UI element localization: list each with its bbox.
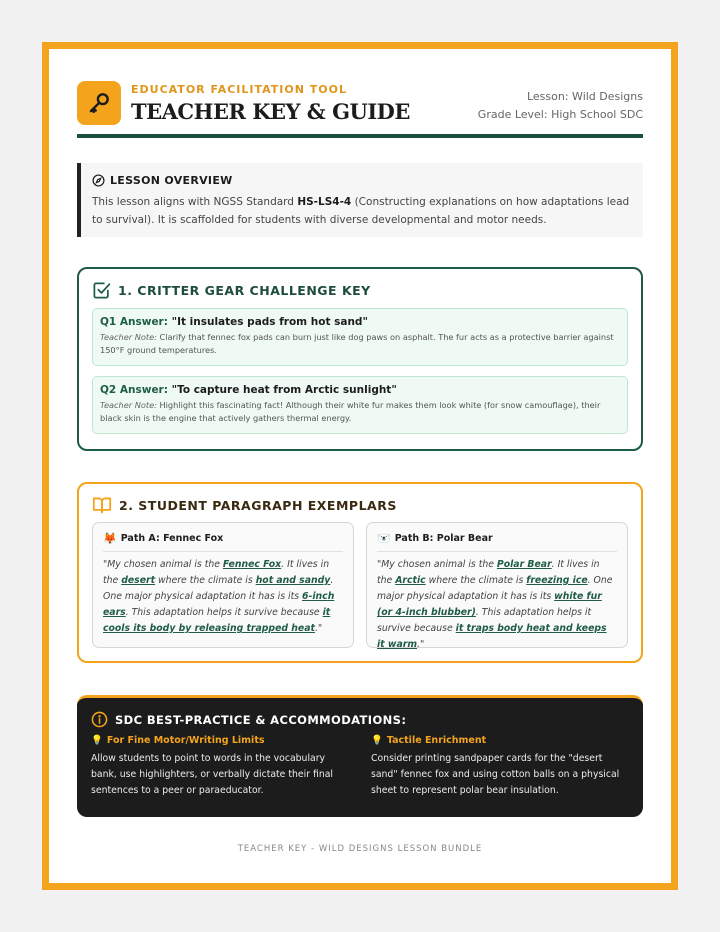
accommodations-heading [91, 711, 629, 728]
lesson-meta [478, 88, 643, 124]
page-footer: TEACHER KEY - WILD DESIGNS LESSON BUNDLE [237, 844, 483, 854]
accommodations-heading-label: SDC BEST-PRACTICE & ACCOMMODATIONS: [115, 712, 407, 727]
polar-bear-icon: 🐻‍❄️ [377, 532, 391, 545]
section-heading [92, 496, 628, 514]
key-icon [77, 81, 121, 125]
teacher-note [100, 399, 619, 425]
overview-text-part: This lesson aligns with NGSS Standard [92, 196, 298, 208]
section-heading-label: 2. STUDENT PARAGRAPH EXEMPLARS [119, 497, 397, 513]
paragraph-text: . This adaptation helps it survive because [377, 607, 592, 634]
ngss-standard: HS-LS4-4 [297, 196, 352, 208]
accommodation-text: Allow students to point to words in the vocabulary bank, use highlighters, or verbally dictate their final sentences to a peer or paraeducator. [91, 753, 334, 796]
filled-blank: Fennec Fox [222, 559, 282, 570]
paragraph-text: . It lives in the [103, 559, 330, 586]
accommodation-item [371, 735, 629, 799]
page-title: TEACHER KEY & GUIDE [131, 99, 410, 124]
filled-blank: freezing ice [526, 575, 588, 586]
paragraph-exemplars-section [77, 482, 643, 663]
section-heading-label: 1. CRITTER GEAR CHALLENGE KEY [118, 283, 371, 298]
paragraph-text: . This adaptation helps it survive because [125, 607, 323, 618]
answer-card [92, 376, 628, 434]
exemplar-paragraph [103, 557, 343, 637]
section-heading [92, 281, 628, 300]
accommodation-title-label: For Fine Motor/Writing Limits [106, 735, 265, 746]
filled-blank: 6-inch ears [103, 591, 335, 618]
accommodation-title [91, 735, 349, 746]
paragraph-text: where the climate is [155, 575, 256, 586]
grade-level: Grade Level: High School SDC [477, 108, 643, 121]
answer-text: "To capture heat from Arctic sunlight" [167, 384, 397, 396]
answer-label: Q1 Answer: [100, 316, 168, 328]
paragraph-text: ." [314, 623, 323, 634]
header-eyebrow: EDUCATOR FACILITATION TOOL [131, 83, 348, 96]
paragraph-text: . One major physical adaptation it has is its [103, 575, 334, 602]
teacher-note-label: Teacher Note: [100, 332, 157, 342]
accommodations-columns [91, 735, 629, 799]
accommodation-title-label: Tactile Enrichment [386, 735, 487, 746]
paragraph-text: . It lives in the [377, 559, 600, 586]
exemplar-card-title-label: Path B: Polar Bear [394, 533, 493, 544]
paragraph-text: "My chosen animal is the [103, 559, 223, 570]
filled-blank: Arctic [395, 575, 426, 586]
exemplar-card-title [377, 532, 617, 552]
paragraph-text: "My chosen animal is the [377, 559, 497, 570]
paragraph-text: . One major physical adaptation it has is its [377, 575, 613, 602]
overview-heading [92, 174, 631, 187]
checkbox-icon [92, 281, 111, 300]
header-divider [77, 134, 643, 138]
paragraph-text: ." [417, 639, 425, 650]
answer-label: Q2 Answer: [100, 384, 168, 396]
overview-text-part: (Constructing explanations on how adaptations lead to survival). It is scaffolded for students with diverse developmental and motor needs. [92, 196, 630, 226]
exemplar-card [92, 522, 354, 648]
answer-text: "It insulates pads from hot sand" [167, 316, 368, 328]
filled-blank: desert [121, 575, 156, 586]
paragraph-text: where the climate is [425, 575, 527, 586]
lightbulb-icon: 💡 [91, 735, 103, 746]
answer-line [100, 316, 619, 328]
exemplar-card-title-label: Path A: Fennec Fox [120, 533, 224, 544]
filled-blank: it traps body heat and keeps it warm [377, 623, 607, 650]
teacher-note [100, 331, 619, 357]
answer-line [100, 384, 619, 396]
fox-icon: 🦊 [103, 532, 117, 545]
accommodation-text: Consider printing sandpaper cards for the "desert sand" fennec fox and using cotton balls on a physical sheet to represent polar bear insulation. [371, 753, 620, 796]
open-book-icon [92, 496, 112, 514]
exemplar-cards [92, 522, 628, 648]
teacher-note-label: Teacher Note: [100, 400, 157, 410]
overview-text [92, 193, 631, 229]
lightbulb-icon: 💡 [371, 735, 383, 746]
filled-blank: it cools its body by releasing trapped heat [103, 607, 331, 634]
lesson-name: Lesson: Wild Designs [526, 90, 643, 103]
info-icon [91, 711, 108, 728]
exemplar-card [366, 522, 628, 648]
exemplar-card-title [103, 532, 343, 552]
teacher-note-text: Highlight this fascinating fact! Although their white fur makes them look white (for snow camouflage), their black skin is the engine that actively gathers thermal energy. [100, 400, 601, 423]
exemplar-paragraph [377, 557, 617, 653]
filled-blank: hot and sandy [255, 575, 331, 586]
critter-gear-key-section [77, 267, 643, 451]
accommodations-panel [77, 695, 643, 817]
answer-card [92, 308, 628, 366]
document-page [42, 42, 678, 890]
accommodation-item [91, 735, 349, 799]
compass-icon [92, 174, 105, 187]
lesson-overview [77, 163, 643, 237]
filled-blank: Polar Bear [496, 559, 552, 570]
overview-heading-label: LESSON OVERVIEW [110, 174, 233, 187]
filled-blank: white fur (or 4-inch blubber) [377, 591, 602, 618]
accommodation-title [371, 735, 629, 746]
teacher-note-text: Clarify that fennec fox pads can burn just like dog paws on asphalt. The fur acts as a protective barrier against 150°F ground temperatures. [100, 332, 614, 355]
